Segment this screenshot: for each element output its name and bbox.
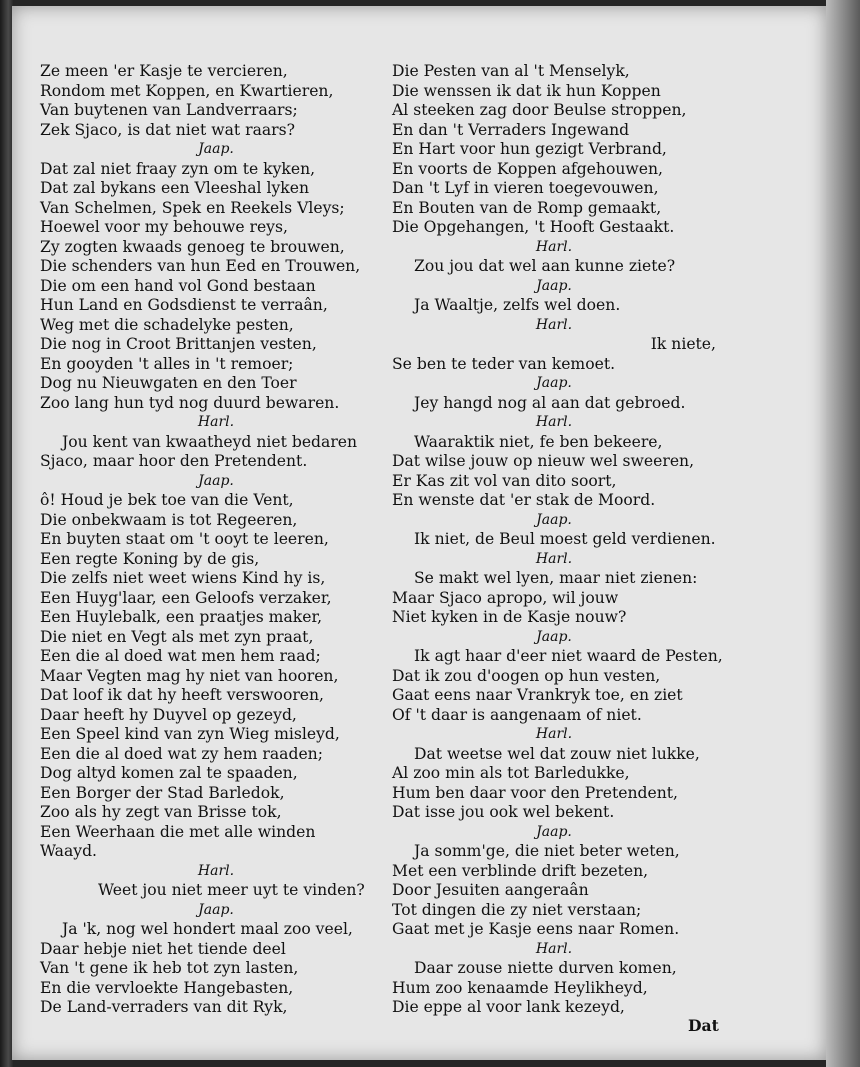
verse-line: Weet jou niet meer uyt te vinden? <box>98 881 365 899</box>
verse-line: Een regte Koning by de gis, <box>40 549 260 568</box>
verse-line: Ja Waaltje, zelfs wel doen. <box>414 296 621 314</box>
verse-line: Die niet en Vegt als met zyn praat, <box>40 627 314 646</box>
verse-line: Maar Vegten mag hy niet van hooren, <box>40 666 339 685</box>
verse-line: Zoo lang hun tyd nog duurd bewaren. <box>40 393 340 412</box>
verse-line: Die eppe al voor lank kezeyd, <box>392 998 625 1016</box>
verse-line: Daar zouse niette durven komen, <box>414 959 677 977</box>
verse-line: En Bouten van de Romp gemaakt, <box>392 198 662 217</box>
page-edge <box>826 0 860 1067</box>
verse-line: Sjaco, maar hoor den Pretendent. <box>40 452 308 470</box>
verse-line: Een Speel kind van zyn Wieg misleyd, <box>40 725 340 743</box>
verse-line: Dat isse jou ook wel bekent. <box>392 803 615 821</box>
speaker-label: Harl. <box>535 414 573 430</box>
verse-line: Dog altyd komen zal te spaaden, <box>40 764 298 782</box>
verse-line: Die schenders van hun Eed en Trouwen, <box>40 257 361 275</box>
verse-line: Hum zoo kenaamde Heylikheyd, <box>392 978 648 997</box>
verse-line: Maar Sjaco apropo, wil jouw <box>392 588 619 607</box>
verse-line: En die vervloekte Hangebasten, <box>40 978 294 997</box>
speaker-label: Harl. <box>197 414 235 430</box>
verse-line: Jou kent van kwaatheyd niet bedaren <box>62 432 358 451</box>
verse-line: Dog nu Nieuwgaten en den Toer <box>40 374 297 392</box>
verse-line: Die zelfs niet weet wiens Kind hy is, <box>40 569 326 587</box>
verse-line: En dan 't Verraders Ingewand <box>392 120 630 139</box>
verse-line: Al zoo min als tot Barledukke, <box>392 764 630 782</box>
verse-line: Een Borger der Stad Barledok, <box>40 783 285 802</box>
left-column <box>40 62 392 1018</box>
speaker-label: Jaap. <box>198 472 234 489</box>
verse-line: Tot dingen die zy niet verstaan; <box>392 900 642 919</box>
verse-line: Weg met die schadelyke pesten, <box>40 315 294 334</box>
verse-line: Die om een hand vol Gond bestaan <box>40 276 316 295</box>
verse-line: Daar heeft hy Duyvel op gezeyd, <box>40 705 297 724</box>
verse-line: Ik agt haar d'eer niet waard de Pesten, <box>414 647 723 665</box>
verse-line: Zy zogten kwaads genoeg te brouwen, <box>40 237 345 256</box>
verse-line: Van Schelmen, Spek en Reekels Vleys; <box>40 198 345 217</box>
speaker-label: Harl. <box>535 316 573 333</box>
verse-line: Dat wilse jouw op nieuw wel sweeren, <box>392 452 695 470</box>
verse-line: Se ben te teder van kemoet. <box>392 354 616 373</box>
verse-line: Rondom met Koppen, en Kwartieren, <box>40 81 334 100</box>
speaker-label: Jaap. <box>198 141 234 157</box>
verse-line: Die nog in Croot Brittanjen vesten, <box>40 335 317 353</box>
verse-line: En buyten staat om 't ooyt te leeren, <box>40 530 329 548</box>
verse-line: Zoo als hy zegt van Brisse tok, <box>40 803 282 821</box>
verse-line: Hoewel voor my behouwe reys, <box>40 218 288 236</box>
verse-line: Een Huyg'laar, een Geloofs verzaker, <box>40 588 332 607</box>
speaker-label: Harl. <box>535 726 573 742</box>
speaker-label: Harl. <box>535 940 573 957</box>
verse-line: Al steeken zag door Beulse stroppen, <box>392 101 687 119</box>
speaker-label: Jaap. <box>536 628 572 645</box>
speaker-label: Jaap. <box>536 375 572 391</box>
speaker-label: Harl. <box>197 862 235 879</box>
speaker-label: Harl. <box>535 238 573 255</box>
verse-line: Hum ben daar voor den Pretendent, <box>392 783 678 802</box>
verse-line: Waaraktik niet, fe ben bekeere, <box>414 432 663 451</box>
verse-line: En voorts de Koppen afgehouwen, <box>392 159 663 178</box>
verse-line: Zou jou dat wel aan kunne ziete? <box>414 257 676 275</box>
verse-line: Dat zal bykans een Vleeshal lyken <box>40 179 309 197</box>
verse-line: Met een verblinde drift bezeten, <box>392 861 649 880</box>
verse-line: Of 't daar is aangenaam of niet. <box>392 705 642 724</box>
verse-line: En Hart voor hun gezigt Verbrand, <box>392 140 667 158</box>
verse-line: Door Jesuiten aangeraân <box>392 881 589 899</box>
verse-line: Een Weerhaan die met alle winden <box>40 822 316 841</box>
verse-line: Dat zal niet fraay zyn om te kyken, <box>40 159 316 178</box>
verse-line: Die Opgehangen, 't Hooft Gestaakt. <box>392 218 675 236</box>
verse-line: Ik niete, <box>650 335 716 353</box>
speaker-label: Jaap. <box>536 823 572 840</box>
verse-line: Ik niet, de Beul moest geld verdienen. <box>414 530 716 548</box>
speaker-label: Jaap. <box>536 511 572 528</box>
verse-line: Van buytenen van Landverraars; <box>40 101 298 119</box>
verse-line: Dat ik zou d'oogen op hun vesten, <box>392 666 661 685</box>
verse-line: Die onbekwaam is tot Regeeren, <box>40 510 298 529</box>
verse-line: Jey hangd nog al aan dat gebroed. <box>414 393 686 412</box>
verse-line: Daar hebje niet het tiende deel <box>40 939 286 958</box>
verse-line: Gaat met je Kasje eens naar Romen. <box>392 920 680 938</box>
verse-line: Gaat eens naar Vrankryk toe, en ziet <box>392 686 683 704</box>
verse-line: En wenste dat 'er stak de Moord. <box>392 491 656 509</box>
catchword: Dat <box>688 1016 719 1035</box>
verse-line: Niet kyken in de Kasje nouw? <box>392 608 627 626</box>
verse-line: Een Huylebalk, een praatjes maker, <box>40 608 323 626</box>
verse-line: Een die al doed wat men hem raad; <box>40 647 321 665</box>
verse-line: Ja 'k, nog wel hondert maal zoo veel, <box>62 920 353 938</box>
speaker-label: Harl. <box>535 550 573 567</box>
verse-line: Een die al doed wat zy hem raaden; <box>40 744 323 763</box>
right-column <box>392 62 723 1018</box>
verse-line: ô! Houd je bek toe van die Vent, <box>40 491 294 509</box>
verse-line: Die wenssen ik dat ik hun Koppen <box>392 81 661 100</box>
verse-line: Hun Land en Godsdienst te verraân, <box>40 296 328 314</box>
verse-line: Dat loof ik dat hy heeft verswooren, <box>40 686 325 704</box>
verse-line: En gooyden 't alles in 't remoer; <box>40 354 294 373</box>
speaker-label: Jaap. <box>198 901 234 918</box>
verse-line: Dat weetse wel dat zouw niet lukke, <box>414 744 700 763</box>
speaker-label: Jaap. <box>536 277 572 294</box>
verse-line: Er Kas zit vol van dito soort, <box>392 471 617 490</box>
verse-line: Waayd. <box>40 842 98 860</box>
verse-line: Van 't gene ik heb tot zyn lasten, <box>40 959 299 977</box>
verse-line: De Land-verraders van dit Ryk, <box>40 998 288 1016</box>
verse-line: Ze meen 'er Kasje te vercieren, <box>40 62 288 80</box>
verse-line: Ja somm'ge, die niet beter weten, <box>414 842 680 860</box>
verse-line: Se makt wel lyen, maar niet zienen: <box>414 569 698 587</box>
verse-line: Zek Sjaco, is dat niet wat raars? <box>40 120 295 139</box>
verse-line: Die Pesten van al 't Menselyk, <box>392 62 630 80</box>
verse-line: Dan 't Lyf in vieren toegevouwen, <box>392 179 659 197</box>
